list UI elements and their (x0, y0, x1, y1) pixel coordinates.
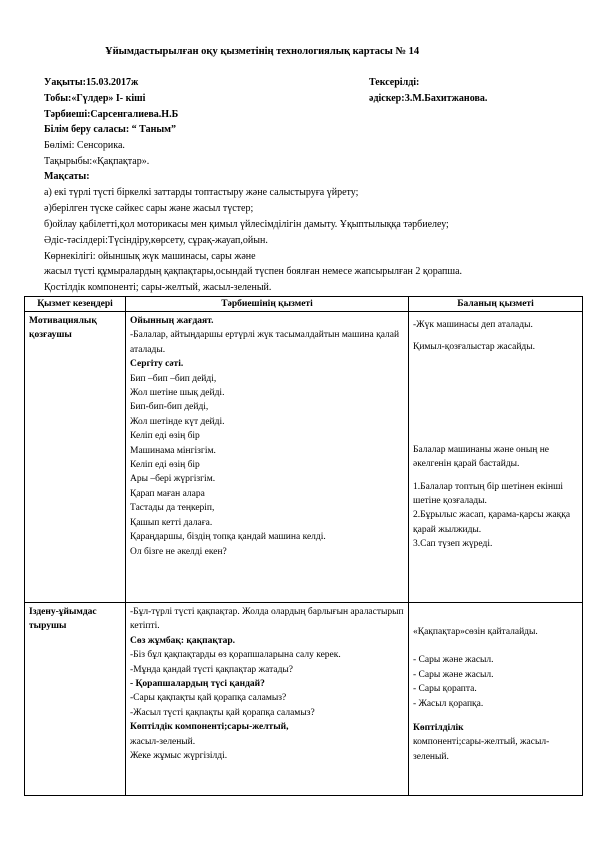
date-field: Уақыты:15.03.2017ж (44, 77, 139, 88)
topic-field: Тақырыбы:«Қақпақтар». (44, 156, 150, 167)
teacher-activity-line: -Біз бұл қақпақтарды өз қорапшаларына салу керек. (130, 650, 341, 661)
methods-field: Әдіс-тәсілдері:Түсіндіру,көрсету, сұрақ-жауап,ойын. (44, 235, 268, 246)
child-answer-line: - Сары және жасыл. (413, 669, 494, 680)
teacher-activity-line: Сөз жұмбақ: қақпақтар. (130, 635, 236, 646)
teacher-activity-line: Қашып кетті далаға. (130, 517, 213, 528)
table-header-row (25, 297, 583, 312)
group-field: Тобы:«Гүлдер» I- кіші (44, 93, 146, 104)
teacher-activity-line: Сергіту сәті. (130, 359, 184, 370)
teacher-activity-cell (126, 312, 409, 603)
teacher-activity-line: Жол шетіне шық дейді. (130, 388, 225, 399)
teacher-activity-line: -Мұнда қандай түсті қақпақтар жатады? (130, 664, 294, 675)
child-answer-line: - Жасыл қорапқа. (413, 698, 484, 709)
child-activity-cell (409, 603, 583, 796)
stage-motivation: Мотивациялық қозғаушы (25, 312, 126, 603)
education-area: Білім беру саласы: “ Таным” (44, 124, 176, 135)
child-steps-list (413, 480, 578, 552)
teacher-activity-line: -Бұл-түрлі түсті қақпақтар. Жолда олардың барлығын араластырып кетіпті. (130, 607, 404, 632)
teacher-activity-line: Ол бізге не әкелді екен? (130, 546, 227, 557)
child-repeat: «Қақпақтар»сөзін қайталайды. (413, 627, 538, 637)
teacher-activity-line: Келіп еді өзің бір (130, 460, 200, 471)
teacher-activity-line: Жол шетінде күт дейді. (130, 416, 225, 427)
goal-a1: а) екі түрлі түсті біркелкі заттарды топтастыру және салыстыруға үйрету; (44, 187, 359, 198)
bilingual-component: Қостілдік компоненті; сары-желтый, жасыл-зеленый. (44, 282, 272, 293)
teacher-activity-line: Тастады да теңкеріп, (130, 503, 215, 514)
teacher-activity-line: -Сары қақпақты қай қорапқа саламыз? (130, 693, 287, 704)
teacher-activity-line: Келіп еді өзің бір (130, 431, 200, 442)
child-step-line: 3.Сап түзеп жүреді. (413, 539, 493, 550)
table-row (25, 312, 583, 603)
header-child-activity: Баланың қызметі (409, 297, 583, 312)
document-title: Ұйымдастырылған оқу қызметінің технологиялық картасы № 14 (105, 46, 420, 57)
child-movement: Қимыл-қозғалыстар жасайды. (413, 342, 535, 353)
teacher-activity-line: -Балалар, айтыңдаршы ертүрлі жүк тасымалдайтын машина қалай аталады. (130, 330, 400, 355)
visuals-field: Көрнекілігі: ойыншық жүк машинасы, сары және (44, 251, 256, 262)
teacher-activity-line: Бип –бип –бип дейді, (130, 373, 217, 384)
goal-b: б)ойлау қабілетті,қол моторикасы мен қимыл үйлесімділігін дамыту. Ұқыптылыққа тәрбиелеу; (44, 219, 449, 230)
child-observation: Балалар машинаны және оның не әкелгенін қарай бастайды. (413, 444, 550, 470)
child-bilingual-text: компоненті;сары-желтый, жасыл-зеленый. (413, 737, 550, 762)
teacher-activity-line: Жеке жұмыс жүргізілді. (130, 751, 228, 762)
teacher-activity-cell (126, 603, 409, 796)
child-answer-line: - Сары және жасыл. (413, 655, 494, 666)
teacher-activity-line: Бип-бип-бип дейді, (130, 402, 209, 413)
teacher-activity-line: -Жасыл түсті қақпақты қай қорапқа саламыз? (130, 707, 315, 718)
child-step-line: 1.Балалар топтың бір шетінен екінші шетіне қозғалады. (413, 481, 564, 507)
table-row (25, 603, 583, 796)
section-field: Бөлімі: Сенсорика. (44, 140, 125, 151)
teacher-field: Тәрбиеші:Сарсенгалиева.Н.Б (44, 109, 179, 120)
stage-search: Іздену-ұйымдас тырушы (25, 603, 126, 796)
header-teacher-activity: Тәрбиешінің қызметі (126, 297, 409, 312)
teacher-activity-line: Көптілдік компоненті;сары-желтый, (130, 722, 289, 733)
teacher-activity-line: Ойынның жағдаят. (130, 316, 214, 326)
teacher-activity-list (130, 605, 404, 763)
child-answer: -Жүк машинасы деп аталады. (413, 320, 533, 330)
child-step-line: 2.Бұрылыс жасап, қарама-қарсы жаққа қарай жылжиды. (413, 510, 571, 535)
teacher-activity-list (130, 314, 404, 559)
teacher-activity-line: Қараңдаршы, біздің топқа қандай машина келді. (130, 532, 326, 543)
lesson-plan-table (24, 296, 583, 796)
teacher-activity-line: Ары –бері жүргізгім. (130, 474, 216, 485)
child-answers-list (413, 653, 578, 711)
teacher-activity-line: Қарап маған алара (130, 488, 205, 499)
methodist-field: әдіскер:З.М.Бахитжанова. (369, 93, 488, 104)
visuals-continued: жасыл түсті құмыралардың қақпақтары,осындай түспен боялған немесе жапсырылған 2 қорапша. (44, 266, 463, 277)
checked-field: Тексерілді: (369, 77, 420, 88)
teacher-activity-line: жасыл-зеленый. (130, 736, 196, 747)
goal-a2: ә)берілген түске сәйкес сары және жасыл түстер; (44, 203, 254, 214)
child-activity-cell (409, 312, 583, 603)
child-bilingual-label: Көптілділік (413, 723, 464, 734)
teacher-activity-line: Машинама мінгізгім. (130, 445, 216, 456)
header-stages: Қызмет кезеңдері (25, 297, 126, 312)
goals-label: Мақсаты: (44, 171, 90, 182)
teacher-activity-line: - Қорапшалардың түсі қандай? (130, 679, 265, 690)
child-answer-line: - Сары қорапта. (413, 684, 477, 695)
